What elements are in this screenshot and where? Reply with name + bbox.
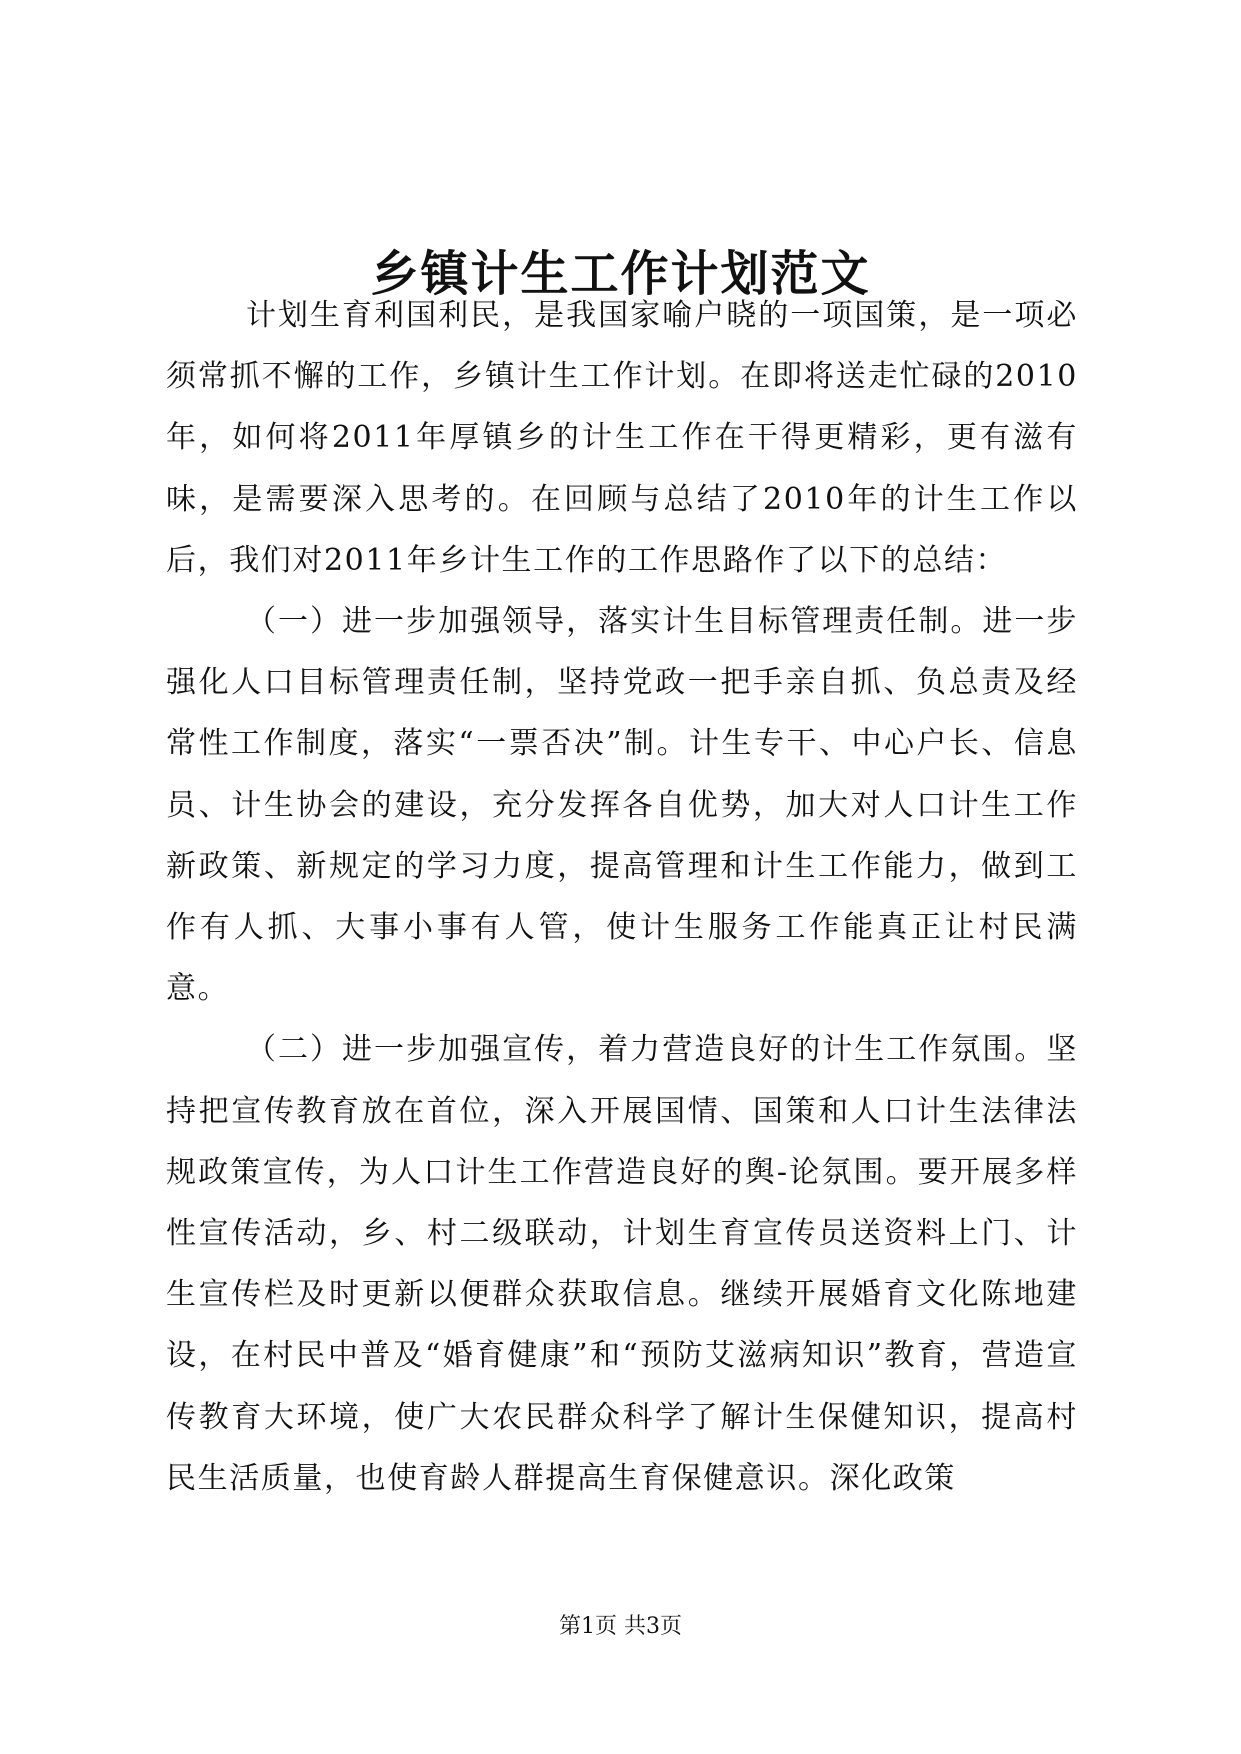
- paragraph-intro: 计划生育利国利民，是我国家喻户晓的一项国策，是一项必须常抓不懈的工作，乡镇计生工作计划。在即将送走忙碌的2010年，如何将2011年厚镇乡的计生工作在干得更精彩，更有滋有味，是需要深入思考的。在回顾与总结了2010年的计生工作以后，我们对2011年乡计生工作的工作思路作了以下的总结：: [166, 298, 1078, 578]
- paragraph-section-2: （二）进一步加强宣传，着力营造良好的计生工作氛围。坚持把宣传教育放在首位，深入开展国情、国策和人口计生法律法规政策宣传，为人口计生工作营造良好的舆-论氛围。要开展多样性宣传活动，乡、村二级联动，计划生育宣传员送资料上门、计生宣传栏及时更新以便群众获取信息。继续开展婚育文化陈地建设，在村民中普及“婚育健康”和“预防艾滋病知识”教育，营造宣传教育大环境，使广大农民群众科学了解计生保健知识，提高村民生活质量，也使育龄人群提高生育保健意识。深化政策: [166, 1032, 1078, 1496]
- paragraph-section-1: （一）进一步加强领导，落实计生目标管理责任制。进一步强化人口目标管理责任制，坚持党政一把手亲自抓、负总责及经常性工作制度，落实“一票否决”制。计生专干、中心户长、信息员、计生协会的建设，充分发挥各自优势，加大对人口计生工作新政策、新规定的学习力度，提高管理和计生工作能力，做到工作有人抓、大事小事有人管，使计生服务工作能真正让村民满意。: [166, 604, 1078, 1007]
- page-number-footer: 第1页 共3页: [559, 1614, 682, 1639]
- document-title: 乡镇计生工作计划范文: [370, 246, 871, 303]
- document-body: [166, 285, 1078, 1509]
